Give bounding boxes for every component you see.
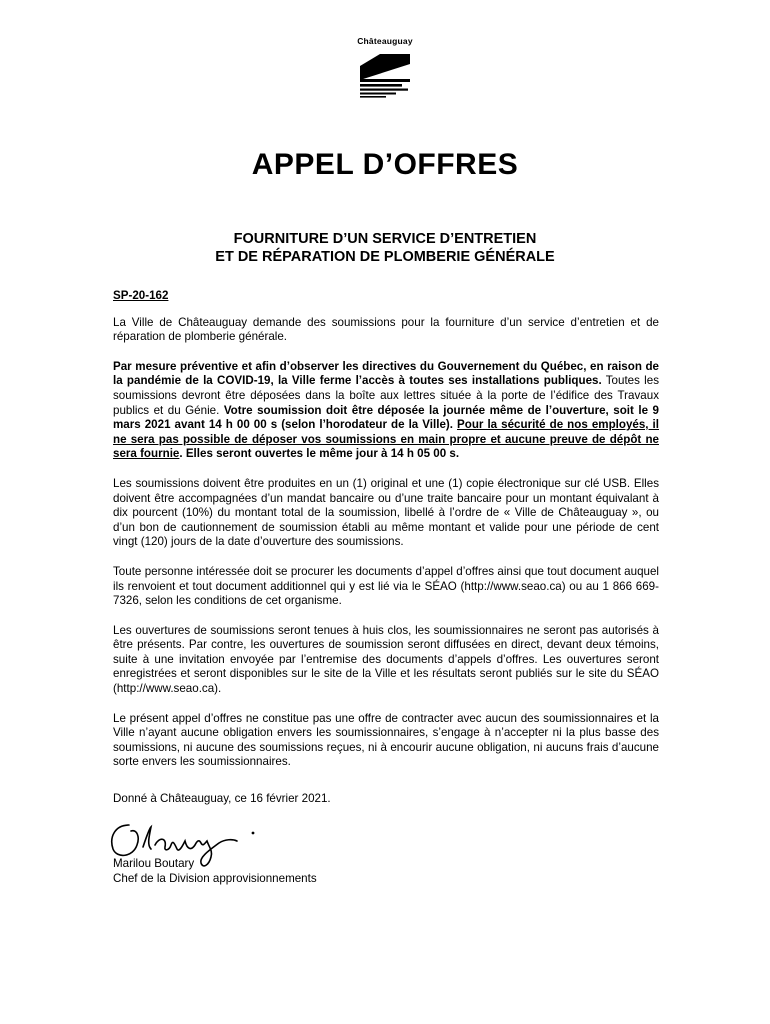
signer-role: Chef de la Division approvisionnements [113, 871, 317, 885]
document-body [113, 289, 659, 807]
deadline-notice: Votre soumission doit être déposée la journée même de l’ouverture, soit le 9 mars 2021 avant 14 h 00 00 s (selon l’horodateur de la Ville). [113, 403, 659, 432]
logo [340, 36, 430, 98]
disclaimer-paragraph: Le présent appel d’offres ne constitue pas une offre de contracter avec aucun des soumissionnaires et la Ville n’ayant aucune obligation envers les soumissionnaires, s’engage à n’accepter ni la plus basse des soumissions, ni aucune des soumissions reçues, ni à encourir aucune obligation, ni aucuns frais d’aucune sorte envers les soumissionnaires. [113, 711, 659, 769]
covid-paragraph [113, 360, 659, 462]
signer-block [113, 857, 317, 886]
org-name: Châteauguay [357, 36, 413, 46]
opening-time-notice: . Elles seront ouvertes le même jour à 14 h 05 00 s. [179, 447, 460, 461]
subtitle [0, 230, 770, 266]
issue-date: Donné à Châteauguay, ce 16 février 2021. [113, 792, 331, 806]
subtitle-line-1: FOURNITURE D’UN SERVICE D’ENTRETIEN [233, 231, 537, 247]
signer-name: Marilou Boutary [113, 857, 195, 870]
opening-paragraph: Les ouvertures de soumissions seront tenues à huis clos, les soumissionnaires ne seront pas autorisés à être présents. Par contre, les ouvertures de soumission seront diffusées en direct, devant deux témoins, suite à une invitation envoyée par l’entremise des documents d’appels d’offres. Les ouvertures seront enregistrées et seront disponibles sur le site de la Ville et les résultats seront publiés sur le site du SÉAO (http://www.seao.ca). [113, 623, 659, 696]
security-notice: Pour la sécurité de nos employés, il ne sera pas possible de déposer vos soumissions en main propre et aucune preuve de dépôt ne sera fournie [113, 418, 659, 461]
page-title: APPEL D’OFFRES [251, 148, 519, 181]
documents-paragraph: Toute personne intéressée doit se procurer les documents d’appel d’offres ainsi que tout document auquel ils renvoient et tout document additionnel qui y est lié via le SÉAO (http://www.seao.ca) ou au 1 866 669-7326, selon les conditions de cet organisme. [113, 564, 659, 608]
reference-number: SP-20-162 [113, 289, 169, 302]
subtitle-line-2: ET DE RÉPARATION DE PLOMBERIE GÉNÉRALE [215, 249, 555, 265]
chateauguay-logo-icon [356, 50, 414, 98]
intro-paragraph: La Ville de Châteauguay demande des soumissions pour la fourniture d’un service d’entretien et de réparation de plomberie générale. [113, 315, 659, 344]
covid-mailbox-text: Toutes les soumissions devront être déposées dans la boîte aux lettres située à la porte de l’édifice des Travaux publics et du Génie. [113, 374, 659, 417]
format-paragraph: Les soumissions doivent être produites en un (1) original et une (1) copie électronique sur clé USB. Elles doivent être accompagnées d’un mandat bancaire ou d’une traite bancaire pour un montant équivalant à dix pourcent (10%) du montant total de la soumission, libellé à l’ordre de « Ville de Châteauguay », ou d’un bon de cautionnement de soumission établi au même montant et valide pour une période de cent vingt (120) jours de la date d’ouverture des soumissions. [113, 476, 659, 549]
covid-notice-bold: Par mesure préventive et afin d’observer les directives du Gouvernement du Québec, en raison de la pandémie de la COVID-19, la Ville ferme l’accès à toutes ses installations publiques. [113, 359, 659, 388]
